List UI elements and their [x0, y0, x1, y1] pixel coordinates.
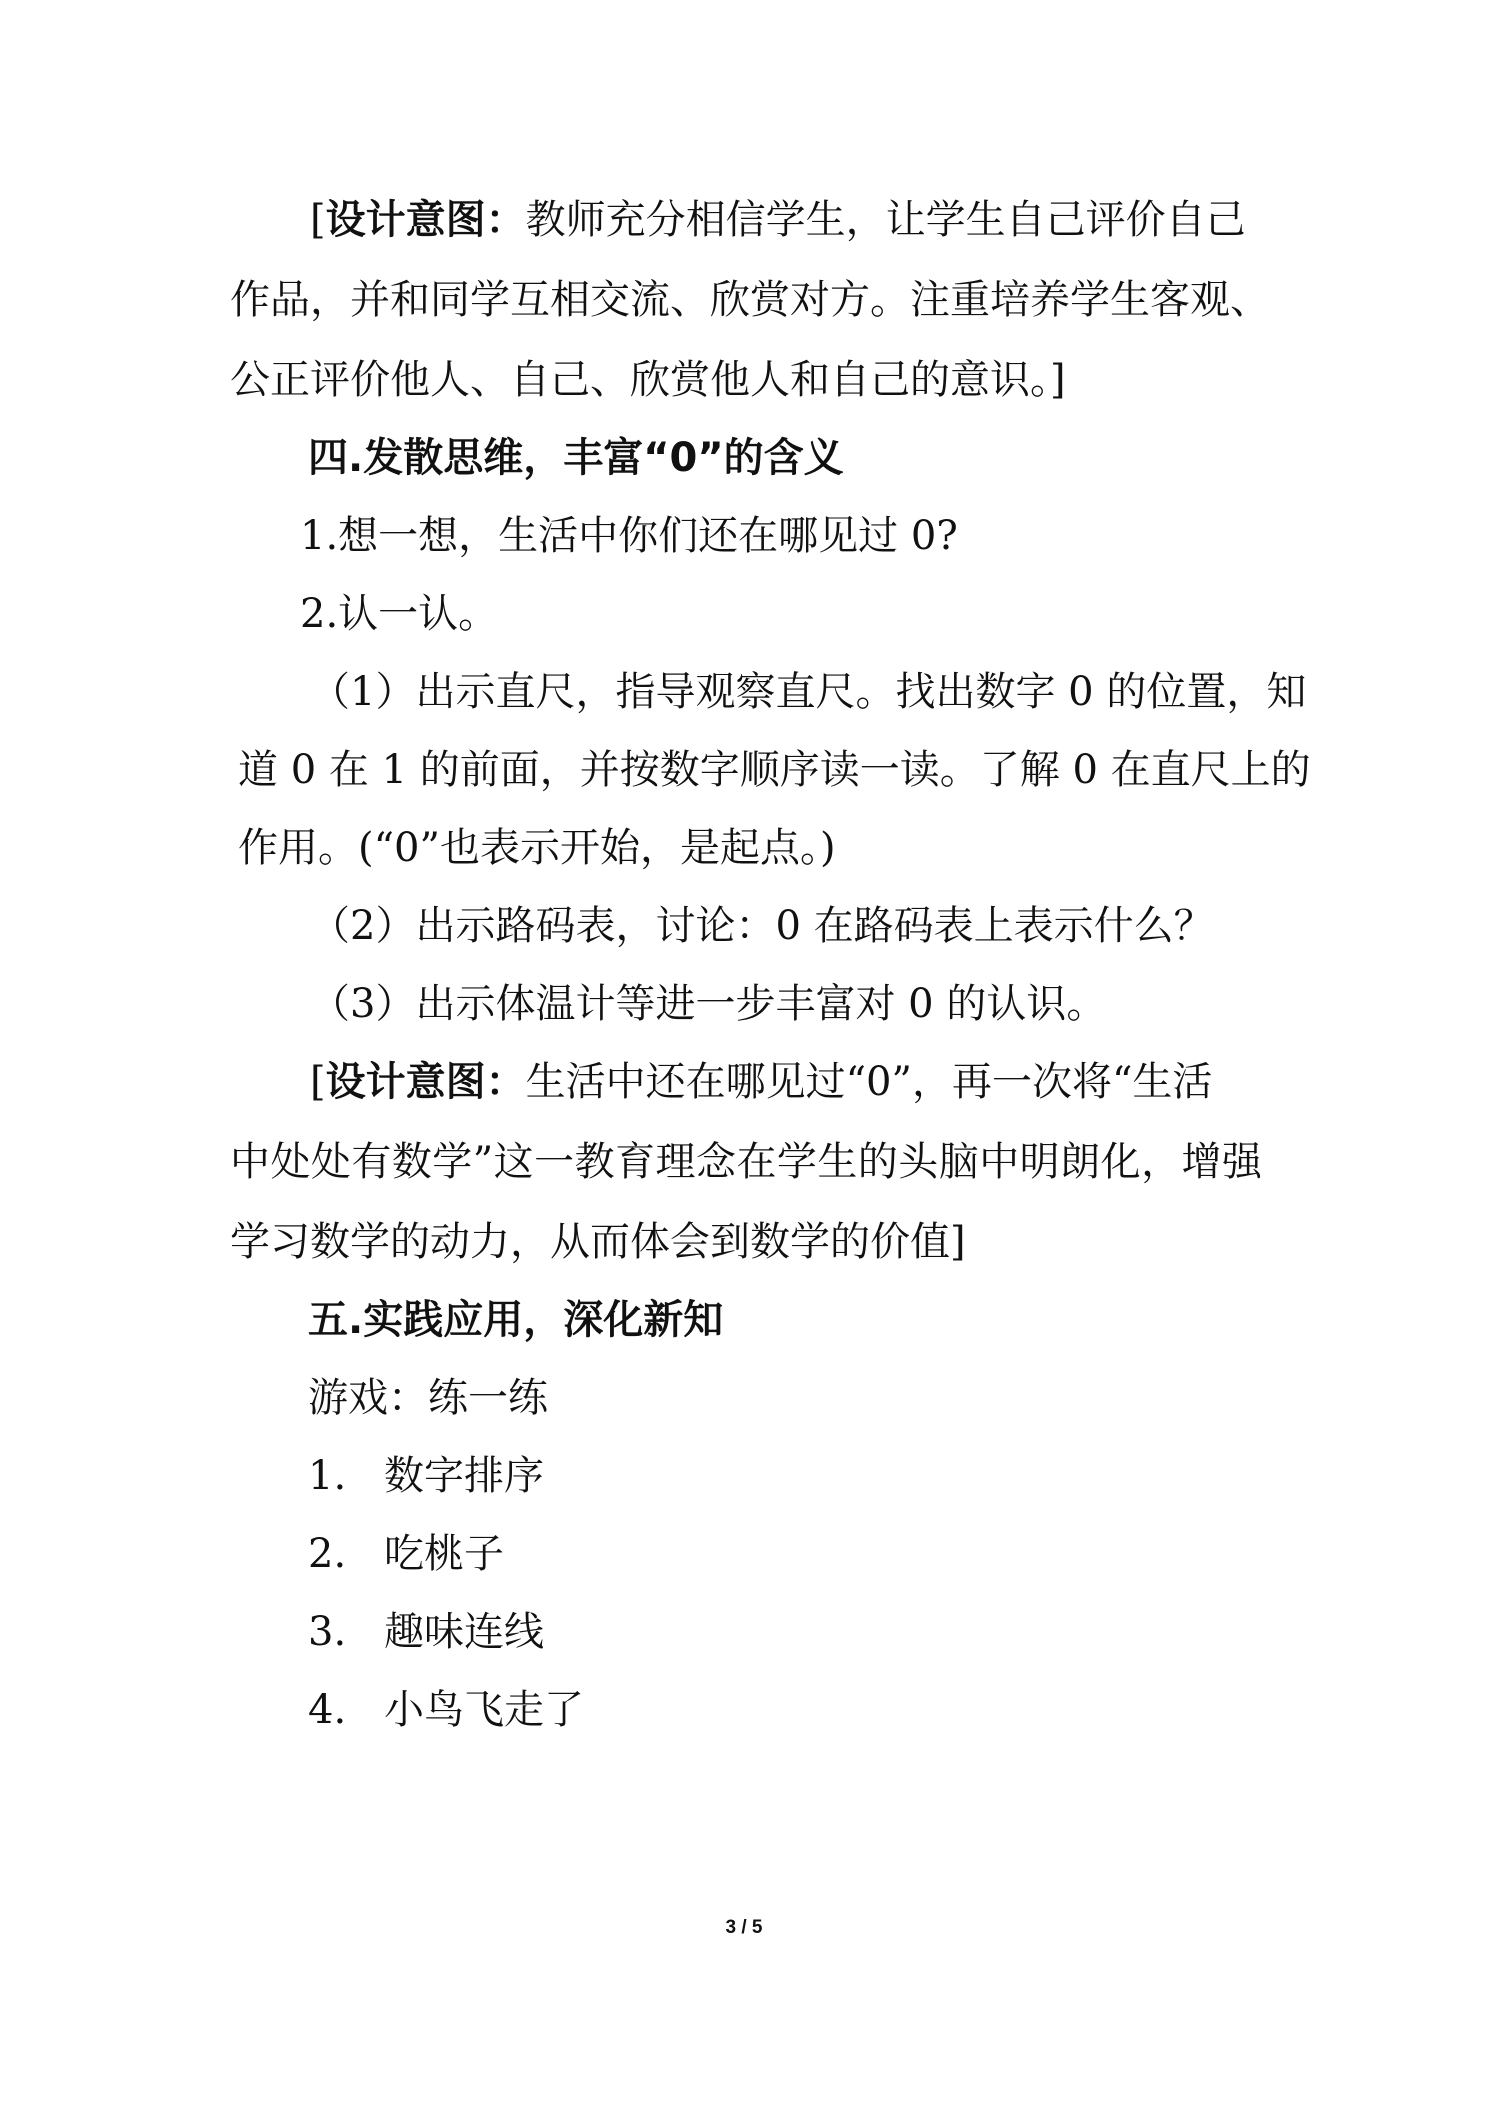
list-item: [308, 1452, 544, 1500]
list-number: 1.: [308, 1453, 347, 1499]
section-4-item-1: 1.想一想，生活中你们还在哪见过 0?: [300, 513, 958, 559]
game-intro: 游戏：练一练: [308, 1375, 548, 1421]
sub-item-3: （3）出示体温计等进一步丰富对 0 的认识。: [310, 981, 1107, 1027]
list-item: [308, 1686, 584, 1734]
list-text: 趣味连线: [384, 1609, 544, 1655]
list-item: [308, 1530, 504, 1578]
open-bracket: [: [310, 1059, 326, 1105]
design-intent-line-3: 公正评价他人、自己、欣赏他人和自己的意识。]: [230, 357, 1066, 403]
open-bracket: [: [310, 197, 326, 243]
list-number: 2.: [308, 1531, 347, 1577]
section-5-heading: 五.实践应用，深化新知: [308, 1297, 724, 1343]
section-4-heading: 四.发散思维，丰富“0”的含义: [308, 435, 844, 481]
sub-item-1-line-1: （1）出示直尺，指导观察直尺。找出数字 0 的位置，知: [310, 669, 1307, 715]
list-text: 数字排序: [384, 1453, 544, 1499]
sub-item-1-line-2: 道 0 在 1 的前面，并按数字顺序读一读。了解 0 在直尺上的: [238, 747, 1311, 793]
section-4-item-2: 2.认一认。: [300, 591, 499, 637]
design-intent-line-2: 作品，并和同学互相交流、欣赏对方。注重培养学生客观、: [230, 277, 1270, 323]
list-text: 小鸟飞走了: [384, 1687, 584, 1733]
design-intent-2-line-1: [310, 1058, 1212, 1106]
design-intent-2-line-2: 中处处有数学”这一教育理念在学生的头脑中明朗化，增强: [230, 1139, 1262, 1185]
design-intent-label: 设计意图：: [325, 197, 526, 243]
design-intent-2-line-3: 学习数学的动力，从而体会到数学的价值]: [230, 1219, 966, 1265]
design-intent-text: 教师充分相信学生，让学生自己评价自己: [525, 197, 1246, 243]
list-text: 吃桃子: [384, 1531, 504, 1577]
list-number: 4.: [308, 1687, 347, 1733]
design-intent-label: 设计意图：: [325, 1059, 526, 1105]
design-intent-line-1: [310, 196, 1246, 244]
sub-item-2: （2）出示路码表，讨论：0 在路码表上表示什么？: [310, 903, 1214, 949]
page-number: 3 / 5: [725, 1917, 763, 1938]
list-number: 3.: [308, 1609, 347, 1655]
sub-item-1-line-3: 作用。(“0”也表示开始，是起点。): [238, 825, 836, 871]
design-intent-text: 生活中还在哪见过“0”，再一次将“生活: [525, 1059, 1213, 1105]
list-item: [308, 1608, 544, 1656]
